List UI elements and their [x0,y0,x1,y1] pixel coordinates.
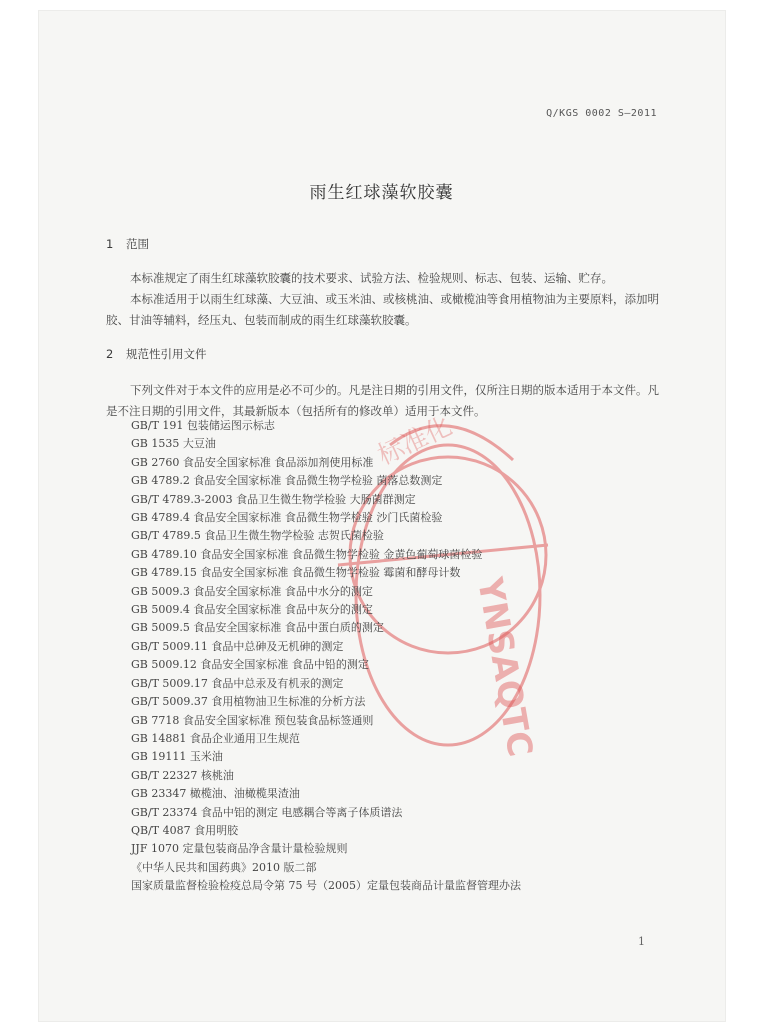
reference-item: GB/T 4789.5 食品卫生微生物学检验 志贺氏菌检验 [131,529,384,543]
section-title: 范围 [126,237,149,251]
reference-item: GB 4789.15 食品安全国家标准 食品微生物学检验 霉菌和酵母计数 [131,566,461,580]
reference-item: GB 1535 大豆油 [131,437,216,451]
reference-item: GB/T 5009.37 食用植物油卫生标准的分析方法 [131,695,366,709]
reference-item: GB 2760 食品安全国家标准 食品添加剂使用标准 [131,455,374,469]
page-number: 1 [638,935,645,948]
scope-paragraph-2: 本标准适用于以雨生红球藻、大豆油、或玉米油、或核桃油、或橄榄油等食用植物油为主要原料，添加明胶、甘油等辅料，经压丸、包装而制成的雨生红球藻软胶囊。 [106,292,659,327]
reference-item: GB/T 23374 食品中铝的测定 电感耦合等离子体质谱法 [131,805,403,819]
section-number: 2 [106,347,114,361]
section-number: 1 [106,237,114,251]
reference-item: GB 4789.10 食品安全国家标准 食品微生物学检验 金黄色葡萄球菌检验 [131,547,483,561]
svg-text:YNSAQTC: YNSAQTC [469,574,540,760]
reference-item: GB/T 22327 核桃油 [131,768,234,782]
reference-item: GB/T 5009.17 食品中总汞及有机汞的测定 [131,676,344,690]
reference-item: GB 4789.4 食品安全国家标准 食品微生物学检验 沙门氏菌检验 [131,511,443,525]
reference-item: GB 5009.5 食品安全国家标准 食品中蛋白质的测定 [131,621,384,635]
reference-item: JJF 1070 定量包装商品净含量计量检验规则 [131,842,348,856]
reference-item: 国家质量监督检验检疫总局令第 75 号（2005）定量包装商品计量监督管理办法 [131,879,521,893]
reference-item: GB 5009.12 食品安全国家标准 食品中铅的测定 [131,658,369,672]
reference-item: GB 23347 橄榄油、油橄榄果渣油 [131,787,300,801]
reference-item: GB 4789.2 食品安全国家标准 食品微生物学检验 菌落总数测定 [131,474,443,488]
section-heading-scope [106,236,149,252]
reference-item: GB/T 5009.11 食品中总砷及无机砷的测定 [131,639,344,653]
references-intro-paragraph: 下列文件对于本文件的应用是必不可少的。凡是注日期的引用文件，仅所注日期的版本适用于本文件。凡是不注日期的引用文件，其最新版本（包括所有的修改单）适用于本文件。 [106,383,659,418]
reference-item: GB 19111 玉米油 [131,750,223,764]
svg-text:标准化: 标准化 [373,411,457,472]
scope-paragraph-1: 本标准规定了雨生红球藻软胶囊的技术要求、试验方法、检验规则、标志、包装、运输、贮存。 [130,271,613,285]
reference-item: QB/T 4087 食用明胶 [131,823,239,837]
reference-item: GB 5009.3 食品安全国家标准 食品中水分的测定 [131,584,373,598]
reference-list [131,417,521,896]
reference-item: GB 5009.4 食品安全国家标准 食品中灰分的测定 [131,603,373,617]
reference-item: GB 7718 食品安全国家标准 预包装食品标签通则 [131,713,374,727]
document-code: Q/KGS 0002 S—2011 [546,108,657,119]
section-heading-normative-references [106,346,207,362]
reference-item: GB 14881 食品企业通用卫生规范 [131,731,300,745]
section-title: 规范性引用文件 [126,347,207,361]
reference-item: GB/T 191 包装储运图示标志 [131,419,275,432]
document-title: 雨生红球藻软胶囊 [309,183,454,203]
reference-item: 《中华人民共和国药典》2010 版二部 [131,860,317,874]
reference-item: GB/T 4789.3-2003 食品卫生微生物学检验 大肠菌群测定 [131,492,416,506]
